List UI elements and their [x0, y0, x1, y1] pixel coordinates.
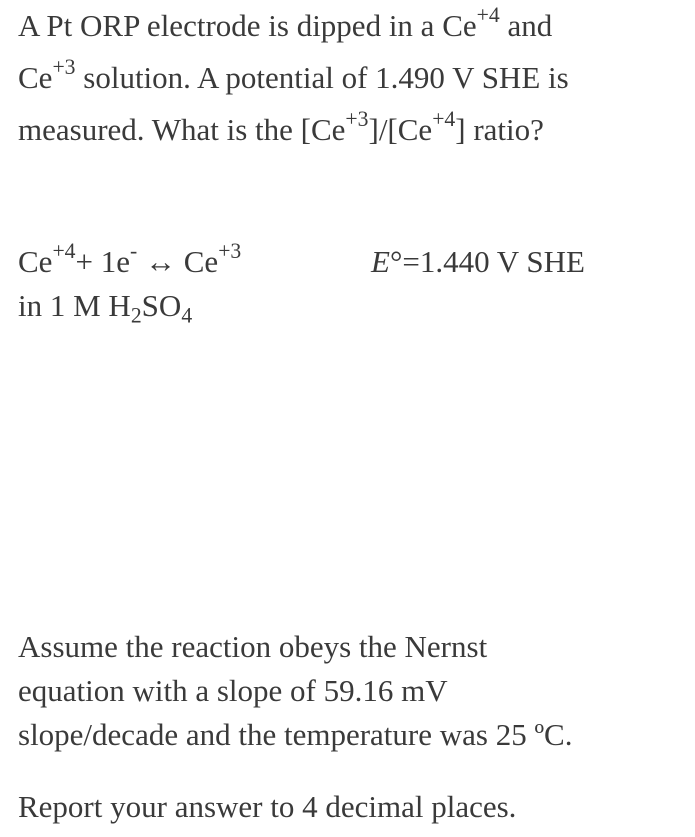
reaction-formula: $Ce^{+4}+ 1e^-$ ↔ $Ce^{+3}$ — [18, 238, 242, 279]
question-text — [18, 0, 569, 156]
assumption-line-1: Assume the reaction obeys the Nernst — [18, 629, 488, 664]
ce3-charge: +3 — [52, 54, 76, 79]
equilibrium-arrow: ↔ — [137, 244, 184, 279]
reaction-equation — [18, 240, 585, 284]
question-line-3: measured. What is the $[Ce^{+3}]/[Ce^{+4}]$ ratio? — [18, 106, 544, 147]
standard-potential: E°=1.440 V SHE — [371, 244, 585, 279]
answer-instruction: Report your answer to 4 decimal places. — [18, 789, 517, 824]
ce4-charge: +4 — [476, 2, 500, 27]
ce4-charge-ratio: +4 — [432, 106, 456, 131]
assumption-line-2: equation with a slope of 59.16 mV — [18, 673, 448, 708]
question-line-2: $Ce^{+3}$ solution. A potential of 1.490 V SHE is — [18, 54, 569, 95]
reaction-medium: in 1 M $H_2SO_4$ — [18, 288, 193, 328]
assumption-line-3: slope/decade and the temperature was 25 ºC. — [18, 717, 573, 752]
assumption-text — [18, 625, 573, 757]
half-reaction — [18, 240, 585, 328]
ce3-charge-ratio: +3 — [345, 106, 369, 131]
question-line-1: A Pt ORP electrode is dipped in a $Ce^{+4}$ and — [18, 2, 553, 43]
